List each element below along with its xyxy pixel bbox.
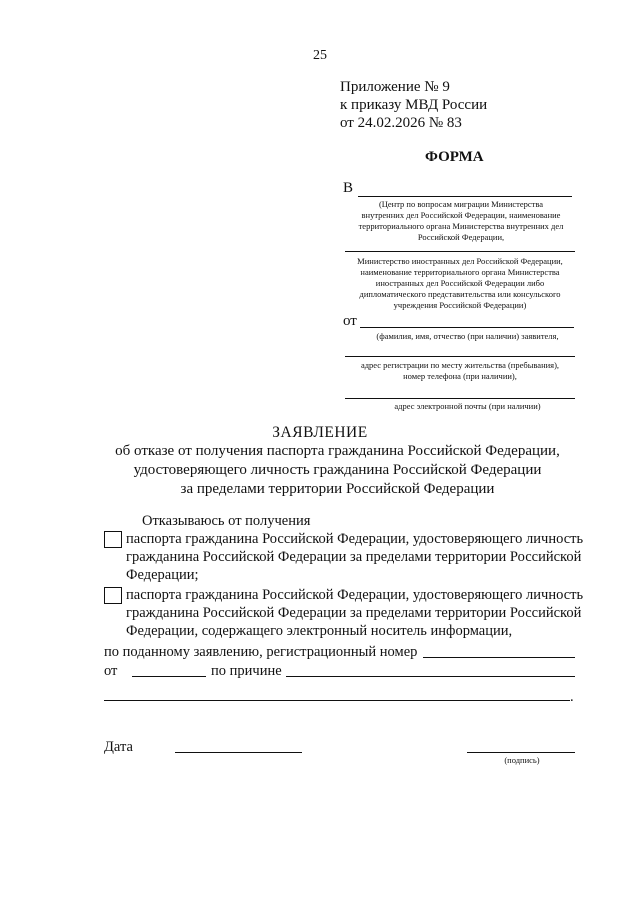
recipient-caption-2-line-5: учреждения Российской Федерации) [393,300,527,310]
appendix-block [340,78,487,132]
page-number: 25 [313,48,327,63]
applicant-email-line[interactable] [345,398,575,399]
signature-line[interactable] [467,752,575,753]
recipient-caption-1-line-2: внутренних дел Российской Федерации, наименование [361,210,561,220]
recipient-caption-2-line-3: иностранных дел Российской Федерации либо [375,278,545,288]
appendix-line-3: от 24.02.2026 № 83 [340,115,462,131]
recipient-caption-2-line-1: Министерство иностранных дел Российской Федерации, [357,256,563,266]
applicant-address-caption [340,360,580,382]
recipient-caption-2-line-4: дипломатического представительства или консульского [359,289,561,299]
recipient-caption-1-line-4: Российской Федерации, [417,232,505,242]
subtitle-line-1: об отказе от получения паспорта гражданина Российской Федерации, [115,443,560,459]
recipient-caption-1-line-1: (Центр по вопросам миграции Министерства [378,199,544,209]
subtitle-line-2: удостоверяющего личность гражданина Российской Федерации [133,462,542,478]
recipient-caption-1 [345,199,577,243]
date-line[interactable] [175,752,302,753]
option-2-line-2: гражданина Российской Федерации за пределами территории Российской [126,605,582,621]
document-subtitle [100,442,575,499]
from-prefix: от [343,313,357,329]
to-prefix: В [343,180,354,196]
recipient-caption-2 [340,256,580,311]
option-2-line-1: паспорта гражданина Российской Федерации, удостоверяющего личность [126,587,584,603]
recipient-caption-1-line-3: территориального органа Министерства внутренних дел [358,221,564,231]
subtitle-line-3: за пределами территории Российской Федерации [180,481,495,497]
refusal-intro: Отказываюсь от получения [142,513,311,529]
recipient-line-2[interactable] [345,251,575,252]
date-label: Дата [104,739,133,755]
form-label: ФОРМА [425,149,484,165]
option-2-checkbox[interactable] [104,587,122,604]
option-1-text [126,530,583,584]
applicant-name-line[interactable] [360,327,574,328]
option-1-line-2: гражданина Российской Федерации за пределами территории Российской [126,549,582,565]
appendix-line-1: Приложение № 9 [340,79,450,95]
reason-label: по причине [211,663,282,679]
recipient-caption-2-line-2: наименование территориального органа Министерства [360,267,560,277]
reason-period: . [570,689,574,705]
option-1-checkbox[interactable] [104,531,122,548]
appendix-line-2: к приказу МВД России [340,97,488,113]
option-1-line-1: паспорта гражданина Российской Федерации, удостоверяющего личность [126,531,584,547]
application-date-label: от [104,663,118,679]
applicant-address-line[interactable] [345,356,575,357]
applicant-address-caption-line-1: адрес регистрации по месту жительства (пребывания), [360,360,560,370]
option-2-line-3: Федерации, содержащего электронный носитель информации, [126,623,513,639]
registration-label: по поданному заявлению, регистрационный номер [104,644,418,660]
applicant-name-caption: (фамилия, имя, отчество (при наличии) заявителя, [376,331,559,341]
option-1-line-3: Федерации; [126,567,199,583]
reason-continuation-line[interactable] [104,700,570,701]
application-date-line[interactable] [132,676,206,677]
document-title: ЗАЯВЛЕНИЕ [272,424,368,441]
applicant-email-caption: адрес электронной почты (при наличии) [394,401,541,411]
signature-caption: (подпись) [504,755,540,765]
applicant-address-caption-line-2: номер телефона (при наличии), [403,371,517,381]
option-2-text [126,586,583,640]
reason-line[interactable] [286,676,575,677]
registration-number-line[interactable] [423,657,575,658]
to-recipient-line[interactable] [358,196,572,197]
